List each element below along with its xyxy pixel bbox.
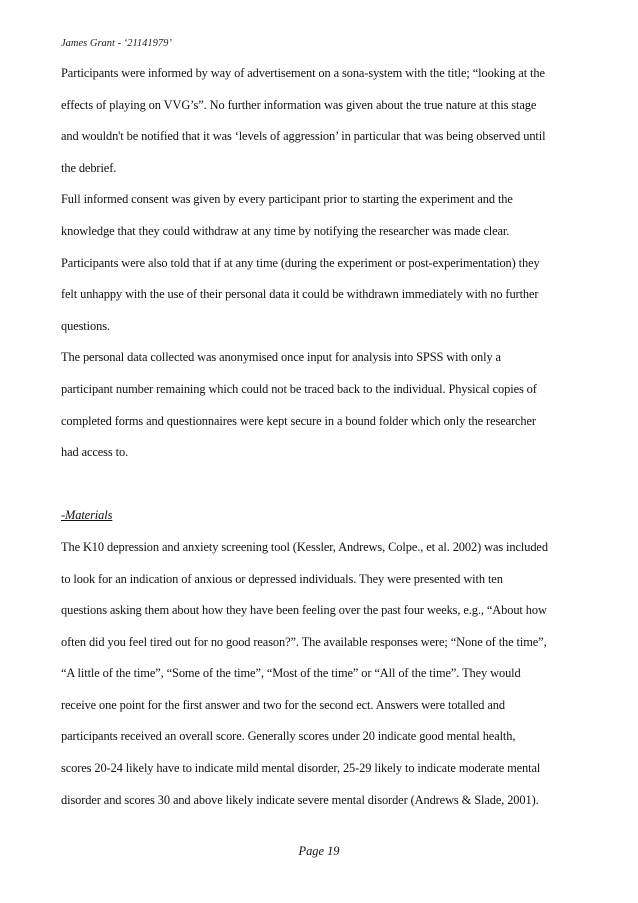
text-line: scores 20-24 likely have to indicate mild mental disorder, 25-29 likely to indicate moderate mental — [61, 761, 541, 776]
page-number: Page 19 — [298, 844, 340, 858]
text-line: questions. — [61, 318, 110, 333]
document-body — [61, 58, 581, 816]
text-line: had access to. — [61, 445, 129, 460]
text-line: felt unhappy with the use of their personal data it could be withdrawn immediately with no further — [61, 287, 539, 302]
text-line: to look for an indication of anxious or depressed individuals. They were presented with ten — [61, 571, 503, 586]
text-line: “A little of the time”, “Some of the time”, “Most of the time” or “All of the time”. They would — [61, 666, 521, 681]
text-line: questions asking them about how they have been feeling over the past four weeks, e.g., “About how — [61, 603, 547, 618]
text-line: receive one point for the first answer and two for the second ect. Answers were totalled and — [61, 697, 505, 712]
text-line: The K10 depression and anxiety screening tool (Kessler, Andrews, Colpe., et al. 2002) was included — [61, 539, 548, 554]
text-line: effects of playing on VVG’s”. No further information was given about the true nature at this stage — [61, 97, 537, 112]
text-line: The personal data collected was anonymised once input for analysis into SPSS with only a — [61, 350, 501, 365]
paragraph-gap — [61, 469, 581, 501]
text-line: Full informed consent was given by every participant prior to starting the experiment and the — [61, 192, 513, 207]
text-line: completed forms and questionnaires were kept secure in a bound folder which only the researcher — [61, 413, 536, 428]
text-line: Participants were informed by way of advertisement on a sona-system with the title; “looking at the — [61, 66, 545, 80]
text-line: participant number remaining which could not be traced back to the individual. Physical copies of — [61, 381, 537, 396]
page-header-author: James Grant - ‘21141979’ — [61, 38, 172, 49]
text-line: participants received an overall score. Generally scores under 20 indicate good mental health, — [61, 729, 516, 744]
text-line: often did you feel tired out for no good reason?”. The available responses were; “None of the time”, — [61, 634, 547, 649]
text-line: and wouldn't be notified that it was ‘levels of aggression’ in particular that was being observed until — [61, 129, 546, 144]
text-line: disorder and scores 30 and above likely indicate severe mental disorder (Andrews & Slade, 2001). — [61, 792, 539, 807]
text-line: knowledge that they could withdraw at any time by notifying the researcher was made clear. — [61, 223, 510, 238]
text-line: Participants were also told that if at any time (during the experiment or post-experimentation) they — [61, 255, 540, 270]
text-line: the debrief. — [61, 160, 117, 175]
section-heading-materials: -Materials — [61, 508, 113, 523]
